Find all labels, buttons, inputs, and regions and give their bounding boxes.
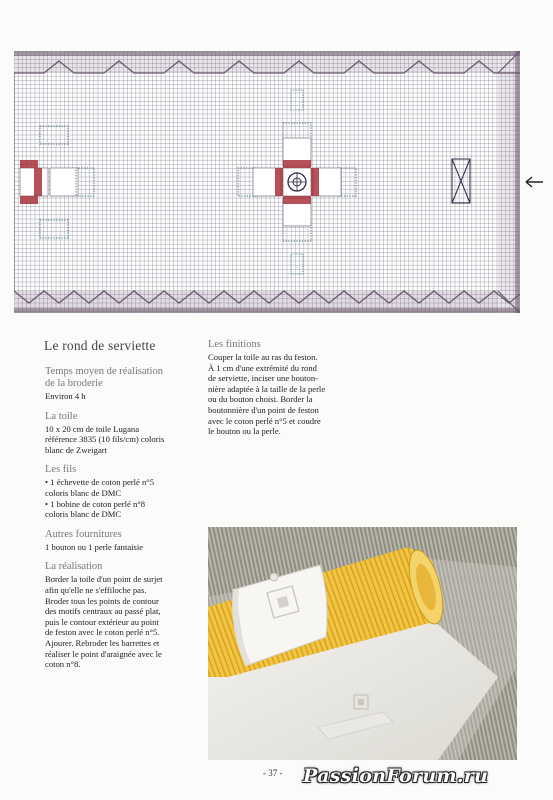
watermark-logo: PassionForum.ru <box>303 765 489 787</box>
center-motif-red-band <box>283 196 311 204</box>
section-threads <box>45 464 203 519</box>
embroidery-chart <box>14 51 520 313</box>
section-body: • 1 échevette de coton perlé n°5 coloris blanc de DMC • 1 bobine de coton perlé n°8 coloris blanc de DMC <box>45 477 155 520</box>
section-time <box>45 366 203 402</box>
section-body: Environ 4 h <box>45 391 86 401</box>
section-instructions <box>45 561 203 669</box>
napkin-ring-photo <box>208 527 517 760</box>
bottom-outer-border <box>14 308 520 313</box>
center-motif-red-band <box>275 168 283 196</box>
left-motif-red-band <box>20 160 38 168</box>
right-column <box>208 339 358 446</box>
center-motif-red-band <box>311 168 319 196</box>
arrow-left-icon <box>520 175 544 189</box>
section-body: Couper la toile au ras du feston. À 1 cm d'une extrémité du rond de serviette, inciser une bouton- nière adaptée à la taille de la perle ou du bouton choisi. Border la boutonnière d'un point de feston avec le coton perlé n°5 et coudre le bouton ou la perle. <box>208 352 326 437</box>
section-finishing <box>208 339 358 437</box>
section-heading: Temps moyen de réalisation de la broderie <box>45 366 163 389</box>
left-motif-red-band <box>34 168 42 196</box>
section-fabric <box>45 411 203 456</box>
page-number: - 37 - <box>263 768 283 778</box>
center-motif-red-band <box>283 160 311 168</box>
section-supplies <box>45 529 203 553</box>
section-heading: La réalisation <box>45 561 103 573</box>
section-heading: Autres fournitures <box>45 528 122 540</box>
section-body: 1 bouton ou 1 perle fantaisie <box>45 541 144 552</box>
top-outer-border <box>14 51 520 56</box>
left-column <box>45 366 203 679</box>
left-motif-white-block <box>50 168 78 196</box>
page-title: Le rond de serviette <box>44 338 156 353</box>
section-heading: Les finitions <box>208 339 261 350</box>
section-body: 10 x 20 cm de toile Lugana référence 3835 (10 fils/cm) coloris blanc de Zweigart <box>45 423 165 455</box>
left-motif-red-band <box>20 196 38 204</box>
section-body: Border la toile d'un point de surjet afin qu'elle ne s'effiloche pas. Broder tous les points de contour des motifs centraux au passé plat, puis le contour extérieur au point de feston avec le coton perlé n°5. Ajourer. Rebroder les barrettes et réaliser le point d'araignée avec le coton n°8. <box>45 574 163 670</box>
section-heading: La toile <box>45 410 78 422</box>
section-heading: Les fils <box>45 464 77 476</box>
